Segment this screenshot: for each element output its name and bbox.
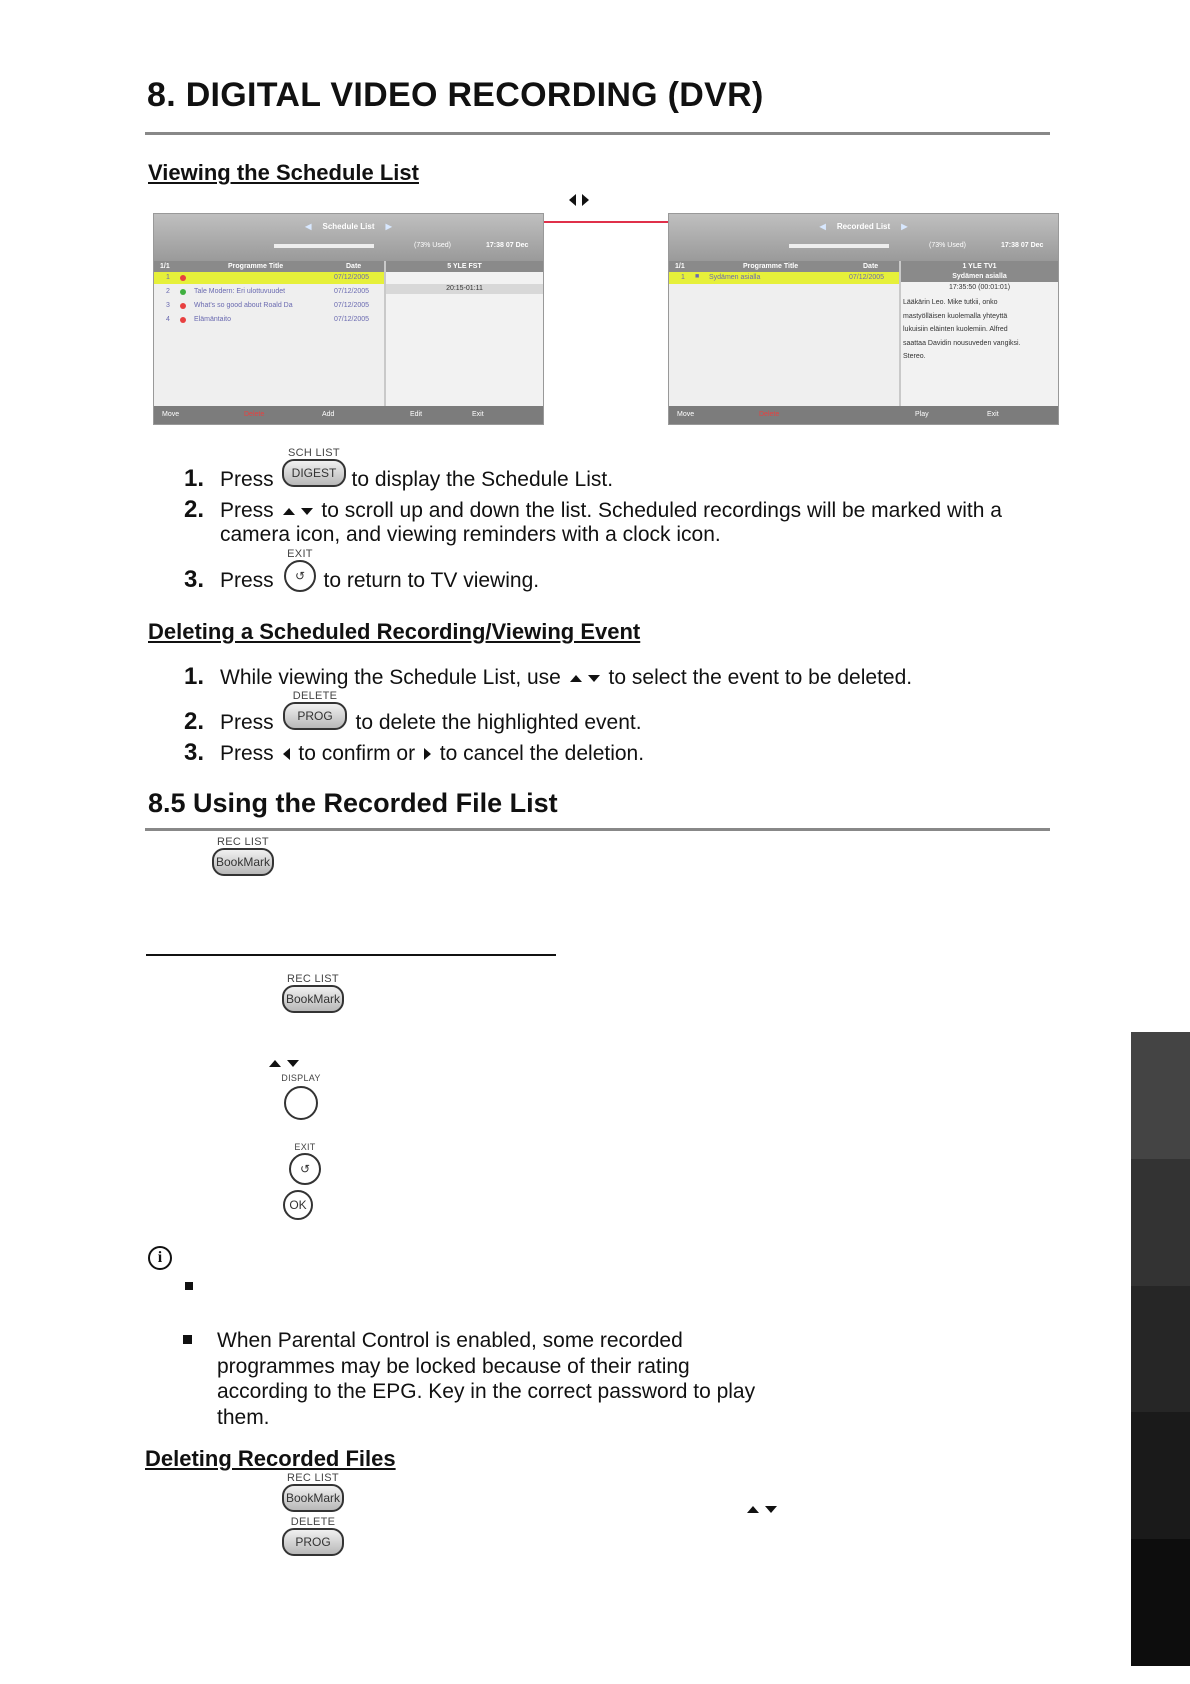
up-down-arrows-icon — [266, 1055, 302, 1073]
display-button[interactable]: DISPLAY — [281, 1072, 321, 1120]
footer-play: Play — [915, 411, 929, 418]
footer-exit: Exit — [472, 411, 484, 418]
bullet-icon — [185, 1282, 193, 1290]
title-rule — [145, 132, 1050, 135]
footer-edit: Edit — [410, 411, 423, 418]
delete-step-2: 2. Press to delete the highlighted event. — [184, 708, 642, 735]
schedule-heading: Viewing the Schedule List — [148, 160, 419, 185]
col-title: Programme Title — [228, 263, 284, 270]
bullet-icon — [183, 1335, 192, 1344]
channel-label: 5 YLE FST — [386, 261, 543, 272]
prog-name: Sydämen asialla — [901, 272, 1058, 282]
schedule-step-3: 3. Press to return to TV viewing. — [184, 566, 540, 593]
recorded-heading: 8.5 Using the Recorded File List — [148, 788, 558, 818]
up-down-arrows-icon — [567, 666, 603, 689]
delete-recorded-heading: Deleting Recorded Files — [145, 1446, 396, 1471]
section-tab-4 — [1131, 1412, 1190, 1539]
table-row[interactable]: 3 What's so good about Roald Da 07/12/2005 — [166, 302, 370, 309]
info-icon: i — [148, 1246, 172, 1270]
exit-button-2[interactable]: EXIT ↺ — [286, 1141, 324, 1185]
schedule-list-screen — [153, 213, 544, 425]
left-arrow-icon — [283, 748, 290, 760]
col-page: 1/1 — [160, 263, 170, 270]
col-date: Date — [863, 263, 879, 270]
schedule-step-1: 1. Press to display the Schedule List. — [184, 465, 614, 492]
right-arrow-icon — [424, 748, 431, 760]
footer-delete: Delete — [759, 411, 780, 418]
col-date: Date — [346, 263, 362, 270]
footer-exit: Exit — [987, 411, 999, 418]
section-tab-1 — [1131, 1032, 1190, 1159]
channel-label: 1 YLE TV1 — [901, 261, 1058, 272]
recorded-rule — [145, 828, 1050, 831]
delete-schedule-heading: Deleting a Scheduled Recording/Viewing Event — [148, 619, 641, 644]
delete-step-3: 3. Press to confirm or to cancel the deletion. — [184, 739, 645, 766]
program-description: Lääkärin Leo. Mike tutkii, onko mastyölläisen kuolemalla yhteyttä lukuisiin eläinten kuolemiin. Alfred saattaa Davidin nousuveden vangiksi. Stereo. — [903, 299, 1021, 360]
exit-button[interactable]: EXIT ↺ — [284, 548, 316, 592]
col-title: Programme Title — [743, 263, 799, 270]
page-title: 8. DIGITAL VIDEO RECORDING (DVR) — [147, 76, 764, 114]
ok-button[interactable]: OK — [283, 1188, 313, 1220]
digest-button[interactable]: SCH LIST DIGEST — [282, 447, 346, 487]
time-range: 20:15-01:11 — [446, 285, 483, 292]
recorded-screen-title: ◀ Recorded List ▶ — [819, 222, 908, 231]
rec-list-button-3[interactable]: REC LIST BookMark — [282, 1472, 344, 1512]
footer-delete: Delete — [244, 411, 265, 418]
table-row[interactable]: 4 Elämäntaito 07/12/2005 — [166, 316, 370, 323]
footer-move: Move — [162, 411, 180, 418]
delete-step-1: 1. While viewing the Schedule List, use to select the event to be deleted. — [184, 663, 913, 690]
footer-add: Add — [322, 411, 335, 418]
rec-list-button[interactable]: REC LIST BookMark — [212, 836, 274, 876]
schedule-screen-title: ◀ Schedule List ▶ — [305, 222, 392, 231]
table-row[interactable]: 1 07/12/2005 — [154, 272, 384, 284]
table-row[interactable]: 1 ■ Sydämen asialla 07/12/2005 — [669, 272, 899, 284]
subsection-underline — [146, 954, 556, 956]
up-down-arrows-icon — [744, 1501, 780, 1519]
schedule-step-2: 2. Press to scroll up and down the list. Scheduled recordings will be marked with a — [184, 496, 1002, 523]
recorded-list-screen — [668, 213, 1059, 425]
section-tab-2 — [1131, 1159, 1190, 1286]
camera-icon: ■ — [695, 273, 700, 280]
rec-list-button-2[interactable]: REC LIST BookMark — [282, 973, 344, 1013]
clock-text: 17:38 07 Dec — [486, 242, 529, 249]
col-page: 1/1 — [675, 263, 685, 270]
table-row[interactable]: 2 Tale Modern: Eri ulottuvuudet 07/12/2005 — [166, 288, 370, 295]
section-tab-3 — [1131, 1286, 1190, 1412]
usage-text: (73% Used) — [414, 242, 451, 249]
footer-move: Move — [677, 411, 695, 418]
up-down-arrows-icon — [280, 499, 316, 522]
parental-control-note: When Parental Control is enabled, some recorded programmes may be locked because of their rating according to the EPG. Key in the correct password to play them. — [217, 1329, 756, 1429]
prog-delete-button[interactable]: DELETE PROG — [283, 690, 347, 730]
schedule-step-2-cont: camera icon, and viewing reminders with a clock icon. — [220, 523, 721, 546]
duration-text: 17:35:50 (00:01:01) — [948, 284, 1011, 291]
usage-text: (73% Used) — [929, 242, 966, 249]
section-tab-5 — [1131, 1539, 1190, 1666]
prog-delete-button-2[interactable]: DELETE PROG — [282, 1516, 344, 1556]
clock-text: 17:38 07 Dec — [1001, 242, 1044, 249]
left-right-arrows-icon — [566, 191, 592, 209]
